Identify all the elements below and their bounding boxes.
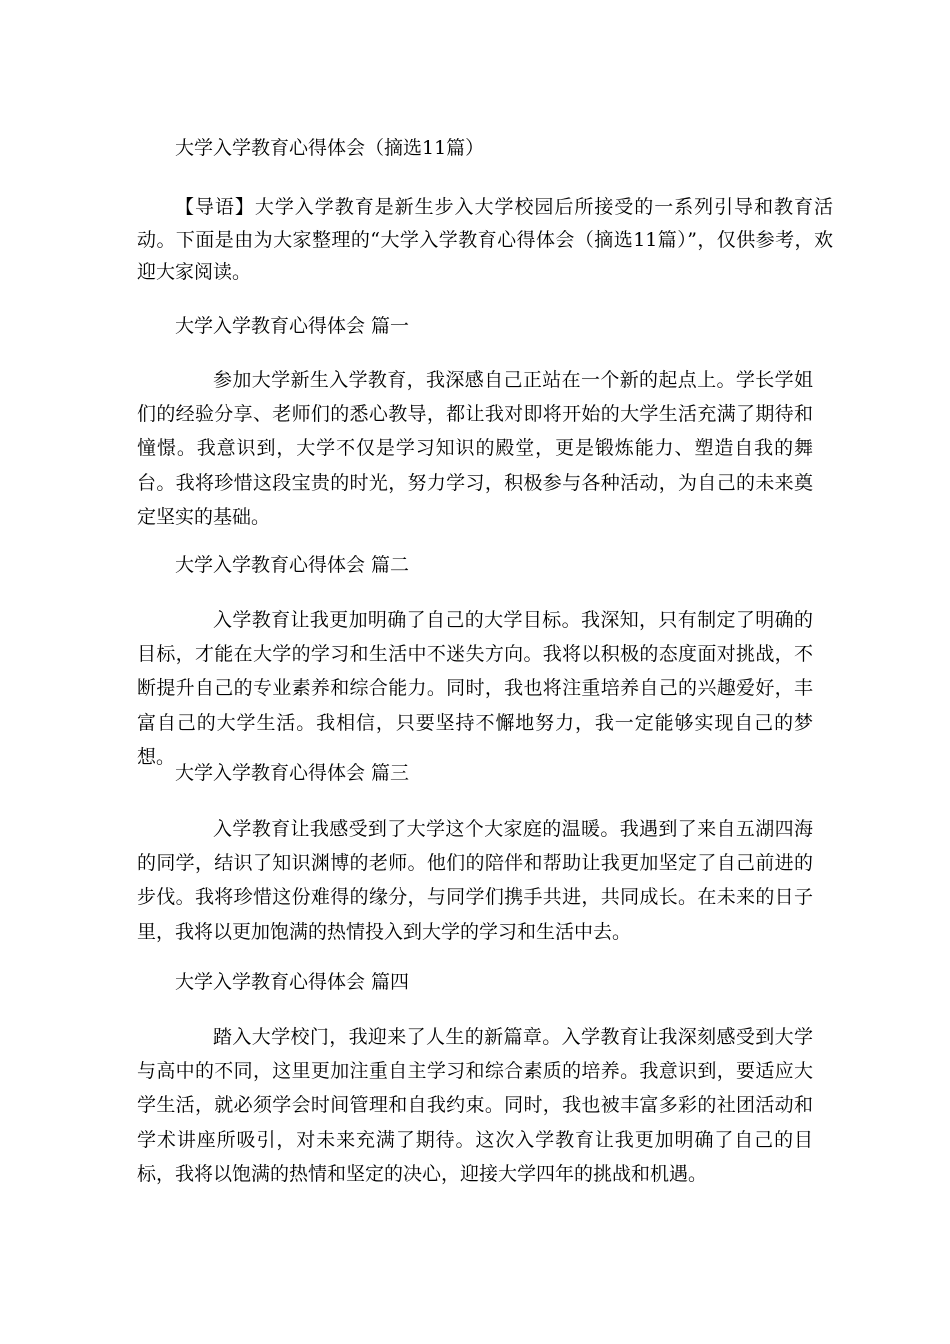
section-heading-4: 大学入学教育心得体会 篇四 — [175, 971, 410, 993]
section-body-4: 踏入大学校门，我迎来了人生的新篇章。入学教育让我深刻感受到大学与高中的不同，这里更加注重自主学习和综合素质的培养。我意识到，要适应大学生活，就必须学会时间管理和自我约束。同时，我也被丰富多彩的社团活动和学术讲座所吸引，对未来充满了期待。这次入学教育让我更加明确了自己的目标，我将以饱满的热情和坚定的决心，迎接大学四年的挑战和机遇。 — [137, 1026, 813, 1185]
section-body-3: 入学教育让我感受到了大学这个大家庭的温暖。我遇到了来自五湖四海的同学，结识了知识渊博的老师。他们的陪伴和帮助让我更加坚定了自己前进的步伐。我将珍惜这份难得的缘分，与同学们携手共进，共同成长。在未来的日子里，我将以更加饱满的热情投入到大学的学习和生活中去。 — [137, 818, 813, 943]
section-heading-1: 大学入学教育心得体会 篇一 — [175, 315, 410, 337]
document-title: 大学入学教育心得体会（摘选11篇） — [175, 137, 485, 159]
intro-paragraph: 【导语】大学入学教育是新生步入大学校园后所接受的一系列引导和教育活动。下面是由为大家整理的“大学入学教育心得体会（摘选11篇）”，仅供参考，欢迎大家阅读。 — [137, 196, 833, 283]
section-heading-2: 大学入学教育心得体会 篇二 — [175, 554, 410, 576]
section-body-2: 入学教育让我更加明确了自己的大学目标。我深知，只有制定了明确的目标，才能在大学的学习和生活中不迷失方向。我将以积极的态度面对挑战，不断提升自己的专业素养和综合能力。同时，我也将注重培养自己的兴趣爱好，丰富自己的大学生活。我相信，只要坚持不懈地努力，我一定能够实现自己的梦想。 — [137, 609, 813, 768]
section-heading-3: 大学入学教育心得体会 篇三 — [175, 762, 410, 784]
section-body-1: 参加大学新生入学教育，我深感自己正站在一个新的起点上。学长学姐们的经验分享、老师们的悉心教导，都让我对即将开始的大学生活充满了期待和憧憬。我意识到，大学不仅是学习知识的殿堂，更是锻炼能力、塑造自我的舞台。我将珍惜这段宝贵的时光，努力学习，积极参与各种活动，为自己的未来奠定坚实的基础。 — [137, 369, 813, 528]
